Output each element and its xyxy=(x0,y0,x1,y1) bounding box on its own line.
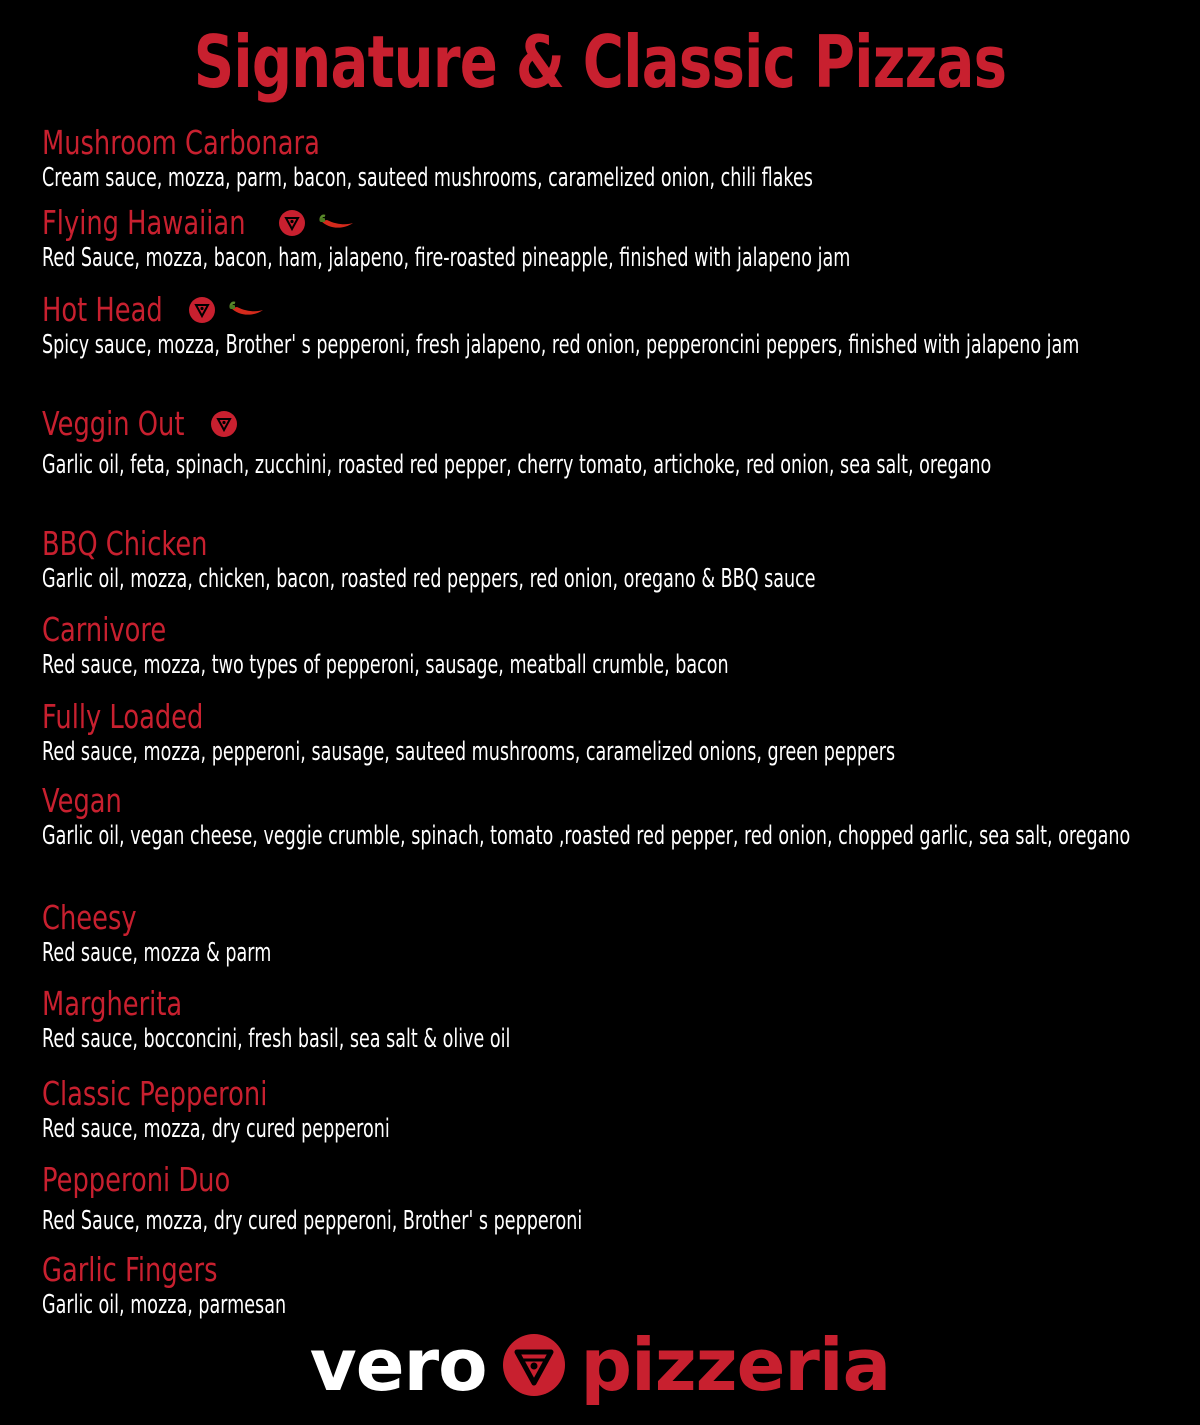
menu-item-name-text: Hot Head xyxy=(42,290,163,329)
menu-item-name-text: Pepperoni Duo xyxy=(42,1160,231,1199)
menu-item-name xyxy=(42,1160,1182,1200)
menu-item-cheesy xyxy=(42,898,1182,968)
menu-item-name-text: Vegan xyxy=(42,781,122,820)
menu-item-description xyxy=(42,1206,1182,1236)
menu-item-description-text: Garlic oil, mozza, chicken, bacon, roasted red peppers, red onion, oregano & BBQ sauce xyxy=(42,564,816,594)
menu-item-name xyxy=(42,697,1182,737)
menu-item-description xyxy=(42,1024,1182,1054)
menu-item-name xyxy=(42,290,1182,330)
menu-item-name xyxy=(42,610,1182,650)
menu-item-name-text: Flying Hawaiian xyxy=(42,203,246,242)
vero-pizza-icon xyxy=(189,297,215,323)
menu-item-description-text: Spicy sauce, mozza, Brother' s pepperoni, fresh jalapeno, red onion, pepperoncini peppers, finished with jalapeno jam xyxy=(42,330,1080,360)
menu-item-description xyxy=(42,1114,1182,1144)
menu-item-name-text: Carnivore xyxy=(42,610,167,649)
menu-item-name xyxy=(42,123,1182,163)
menu-item-description-text: Cream sauce, mozza, parm, bacon, sauteed mushrooms, caramelized onion, chili flakes xyxy=(42,163,813,193)
menu-item-name-text: Fully Loaded xyxy=(42,697,204,736)
menu-item-description xyxy=(42,564,1182,594)
menu-item-fully-loaded xyxy=(42,697,1182,767)
menu-item-description xyxy=(42,330,1182,360)
vero-pizza-logo-icon xyxy=(501,1332,567,1398)
menu-item-description-text: Red sauce, mozza, dry cured pepperoni xyxy=(42,1114,390,1144)
menu-item-description xyxy=(42,243,1182,273)
menu-item-pepperoni-duo xyxy=(42,1160,1182,1236)
menu-item-carnivore xyxy=(42,610,1182,680)
menu-item-name xyxy=(42,898,1182,938)
vero-pizza-icon xyxy=(211,411,237,437)
menu-item-description-text: Garlic oil, mozza, parmesan xyxy=(42,1290,287,1320)
menu-item-description-text: Red sauce, bocconcini, fresh basil, sea salt & olive oil xyxy=(42,1024,511,1054)
menu-item-badges xyxy=(279,203,357,243)
chili-pepper-icon xyxy=(317,213,357,233)
menu-item-name-text: BBQ Chicken xyxy=(42,524,208,563)
menu-item-name-text: Classic Pepperoni xyxy=(42,1074,268,1113)
menu-item-garlic-fingers xyxy=(42,1250,1182,1320)
menu-item-description xyxy=(42,821,1182,851)
menu-item-description xyxy=(42,1290,1182,1320)
menu-item-description-text: Red sauce, mozza, pepperoni, sausage, sauteed mushrooms, caramelized onions, green peppers xyxy=(42,737,896,767)
page-title: Signature & Classic Pizzas xyxy=(193,20,1007,104)
menu-item-name xyxy=(42,1250,1182,1290)
menu-item-name-text: Mushroom Carbonara xyxy=(42,123,320,162)
menu-item-description-text: Red sauce, mozza, two types of pepperoni, sausage, meatball crumble, bacon xyxy=(42,650,729,680)
menu-item-name-text: Cheesy xyxy=(42,898,137,937)
menu-item-name xyxy=(42,203,1182,243)
menu-item-badges xyxy=(189,290,267,330)
menu-item-description xyxy=(42,737,1182,767)
menu-item-description-text: Red Sauce, mozza, bacon, ham, jalapeno, fire-roasted pineapple, finished with jalapeno jam xyxy=(42,243,851,273)
vero-pizza-icon xyxy=(279,210,305,236)
menu-item-name xyxy=(42,781,1182,821)
menu-item-name-text: Garlic Fingers xyxy=(42,1250,218,1289)
menu-item-description xyxy=(42,938,1182,968)
menu-item-description-text: Red sauce, mozza & parm xyxy=(42,938,272,968)
menu-item-description-text: Garlic oil, feta, spinach, zucchini, roasted red pepper, cherry tomato, artichoke, red onion, sea salt, oregano xyxy=(42,450,992,480)
menu-item-margherita xyxy=(42,984,1182,1054)
menu-item-name xyxy=(42,1074,1182,1114)
chili-pepper-icon xyxy=(227,300,267,320)
menu-item-name-text: Margherita xyxy=(42,984,183,1023)
menu-item-hot-head xyxy=(42,290,1182,360)
menu-item-name-text: Veggin Out xyxy=(42,404,185,443)
menu-item-flying-hawaiian xyxy=(42,203,1182,273)
menu-item-classic-pepperoni xyxy=(42,1074,1182,1144)
menu-item-bbq-chicken xyxy=(42,524,1182,594)
menu-item-description-text: Red Sauce, mozza, dry cured pepperoni, Brother' s pepperoni xyxy=(42,1206,583,1236)
menu-item-name xyxy=(42,524,1182,564)
logo-word-pizzeria: pizzeria xyxy=(580,1323,891,1407)
menu-item-name xyxy=(42,404,1182,444)
menu-item-badges xyxy=(211,404,237,444)
menu-item-name xyxy=(42,984,1182,1024)
menu-item-veggin-out xyxy=(42,404,1182,480)
menu-item-description xyxy=(42,650,1182,680)
menu-item-description-text: Garlic oil, vegan cheese, veggie crumble, spinach, tomato ,roasted red pepper, red onion, chopped garlic, sea salt, oregano xyxy=(42,821,1131,851)
vero-pizzeria-logo xyxy=(0,1325,1200,1405)
menu-item-description xyxy=(42,163,1182,193)
menu-item-description xyxy=(42,450,1182,480)
menu-item-mushroom-carbonara xyxy=(42,123,1182,193)
logo-word-vero: vero xyxy=(309,1323,487,1407)
menu-item-vegan xyxy=(42,781,1182,851)
